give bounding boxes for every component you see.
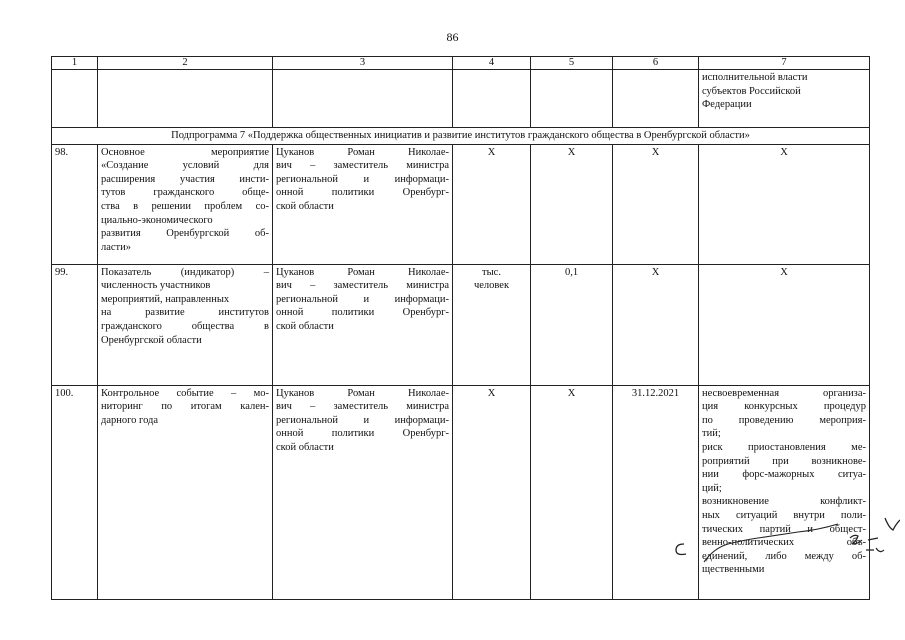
row-number: 99. [52, 264, 98, 385]
table-row [52, 144, 870, 264]
risk-cell: X [699, 144, 870, 264]
continuation-risk-text: исполнительной власти субъектов Российской Федерации [699, 70, 870, 128]
date-cell: 31.12.2021 [613, 385, 699, 599]
date-cell: X [613, 144, 699, 264]
table-row [52, 264, 870, 385]
value-cell: 0,1 [531, 264, 613, 385]
header-col-2: 2 [98, 57, 273, 70]
responsible-person: Цуканов Роман Николае- вич – заместитель министра региональной и информаци- онной политики Оренбург- ской области [273, 264, 453, 385]
unit-cell: тыс. человек [453, 264, 531, 385]
responsible-person: Цуканов Роман Николае- вич – заместитель министра региональной и информаци- онной политики Оренбург- ской области [273, 385, 453, 599]
table-header-row [52, 57, 870, 70]
unit-cell: X [453, 144, 531, 264]
indicator-name: Показатель (индикатор) – численность участников мероприятий, направленных на развитие институтов гражданского общества в Оренбургской области [98, 264, 273, 385]
page-number: 86 [446, 30, 459, 44]
subprogram-title: Подпрограмма 7 «Поддержка общественных инициатив и развитие институтов гражданского общества в Оренбургской области» [52, 128, 870, 145]
header-col-1: 1 [52, 57, 98, 70]
value-cell: X [531, 144, 613, 264]
plan-table [51, 56, 870, 600]
row-number: 98. [52, 144, 98, 264]
control-event-name: Контрольное событие – мо- ниторинг по итогам кален- дарного года [98, 385, 273, 599]
header-col-3: 3 [273, 57, 453, 70]
continuation-row [52, 70, 870, 128]
date-cell: X [613, 264, 699, 385]
activity-name: Основное мероприятие «Создание условий для расширения участия инсти- тутов гражданского обще- ства в решении проблем со- циально-экономического развития Оренбургской об- ласти» [98, 144, 273, 264]
table-row [52, 385, 870, 599]
header-col-4: 4 [453, 57, 531, 70]
row-number: 100. [52, 385, 98, 599]
value-cell: X [531, 385, 613, 599]
unit-cell: X [453, 385, 531, 599]
subprogram-row [52, 128, 870, 145]
risk-description: несвоевременная организа- ция конкурсных процедур по проведению мероприя- тий; риск приостановления ме- роприятий при возникнове- нии форс-мажорных ситуа- ций; возникновение конфликт- ных ситуаций внутри поли- тических партий и общест- венно-политических объ- единений, либо между об- щественными [699, 385, 870, 599]
header-col-6: 6 [613, 57, 699, 70]
risk-cell: X [699, 264, 870, 385]
header-col-7: 7 [699, 57, 870, 70]
header-col-5: 5 [531, 57, 613, 70]
responsible-person: Цуканов Роман Николае- вич – заместитель министра региональной и информаци- онной политики Оренбург- ской области [273, 144, 453, 264]
